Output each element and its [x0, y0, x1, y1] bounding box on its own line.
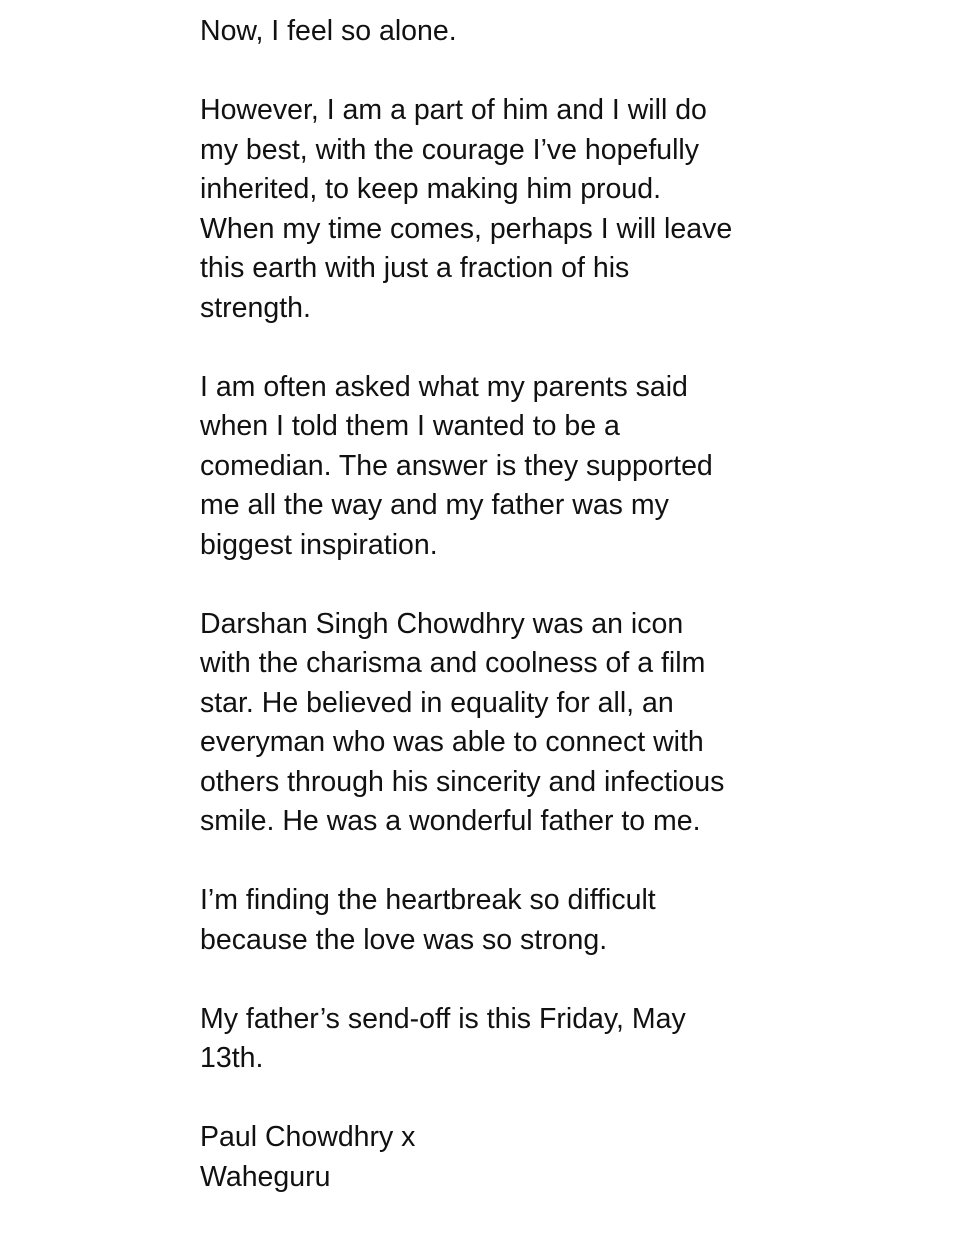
text-line: inherited, to keep making him proud. [200, 173, 662, 205]
signature-closing: Waheguru [200, 1160, 331, 1193]
text-line: because the love was so strong. [200, 923, 608, 956]
paragraph-opening [200, 12, 780, 52]
text-line: 13th. [200, 1042, 264, 1074]
text-line: biggest inspiration. [200, 528, 438, 561]
signature-block [200, 1118, 780, 1197]
paragraph-send-off [200, 1000, 780, 1079]
text-line: strength. [200, 291, 311, 324]
text-line: this earth with just a fraction of his [200, 252, 630, 284]
text-line: I am often asked what my parents said [200, 370, 688, 403]
text-line: When my time comes, perhaps I will leave [200, 212, 733, 245]
text-line: others through his sincerity and infectious [200, 765, 725, 798]
text-line: everyman who was able to connect with [200, 726, 704, 758]
text-line: me all the way and my father was my [200, 489, 669, 521]
paragraph-inspiration [200, 368, 780, 566]
text-line: However, I am a part of him and I will do [200, 94, 707, 126]
text-line: I’m finding the heartbreak so difficult [200, 884, 656, 916]
paragraph-courage [200, 91, 780, 328]
paragraph-tribute [200, 605, 780, 842]
paragraph-heartbreak [200, 881, 780, 960]
signature-name: Paul Chowdhry x [200, 1121, 416, 1153]
text-line: my best, with the courage I’ve hopefully [200, 133, 700, 166]
statement-document [200, 12, 780, 1237]
text-line: smile. He was a wonderful father to me. [200, 805, 701, 837]
text-line: when I told them I wanted to be a [200, 410, 620, 442]
text-line: Darshan Singh Chowdhry was an icon [200, 607, 684, 640]
text-line: with the charisma and coolness of a film [200, 647, 706, 679]
text-line: Now, I feel so alone. [200, 15, 457, 47]
text-line: My father’s send-off is this Friday, May [200, 1002, 686, 1035]
text-line: star. He believed in equality for all, an [200, 686, 674, 719]
text-line: comedian. The answer is they supported [200, 449, 713, 482]
